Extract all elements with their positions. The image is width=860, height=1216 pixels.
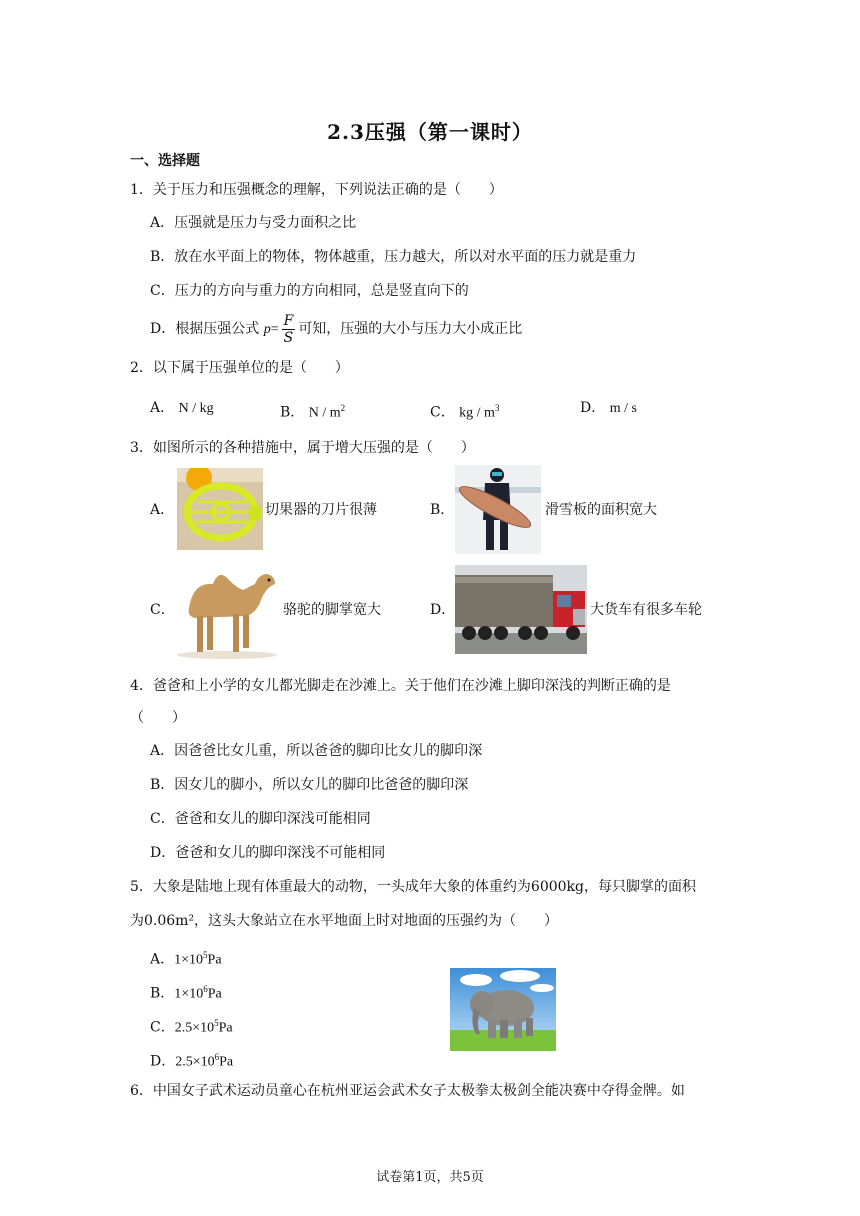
formula-equals: =: [270, 322, 279, 337]
q4-option-c: C．爸爸和女儿的脚印深浅可能相同: [150, 811, 371, 827]
q2-option-d-label: D．: [580, 400, 606, 416]
q2-option-d-value: m / s: [609, 401, 637, 416]
q5-option-d-base: 2.5×10: [175, 1054, 215, 1070]
elephant-image: [450, 968, 556, 1051]
q2-option-b-label: B．: [280, 404, 305, 421]
q2-option-b: [280, 398, 345, 424]
q6-stem: 6．中国女子武术运动员童心在杭州亚运会武术女子太极拳太极剑全能决赛中夺得金牌。如: [130, 1083, 685, 1099]
q5-option-b-label: B．: [150, 985, 175, 1002]
fruit-slicer-image: [177, 468, 263, 550]
q3-option-b-label: B．: [430, 502, 455, 518]
q5-option-a-exponent: 5: [203, 950, 208, 960]
q5-option-b-base: 1×10: [174, 986, 204, 1002]
page-title: 2.3压强（第一课时）: [327, 120, 533, 144]
q1-option-d-prefix: D．根据压强公式: [150, 321, 260, 337]
q5-stem: 5．大象是陆地上现有体重最大的动物，一头成年大象的体重约为6000kg，每只脚掌的面积: [130, 879, 696, 895]
q1-stem: 1．关于压力和压强概念的理解，下列说法正确的是（ ）: [130, 182, 503, 198]
q5-option-b: [150, 979, 222, 1005]
q2-option-a: [150, 398, 214, 419]
q2-option-a-label: A．: [150, 400, 175, 416]
q5-stem-cont: 为0.06m²，这头大象站立在水平地面上时对地面的压强约为（ ）: [130, 913, 559, 929]
q3-option-a-text: 切果器的刀片很薄: [265, 502, 377, 518]
formula-fraction: [282, 313, 296, 346]
q5-option-a: [150, 945, 222, 971]
q3-option-b-text: 滑雪板的面积宽大: [545, 502, 657, 518]
q2-option-a-value: N / kg: [178, 401, 214, 416]
q2-option-d: [580, 398, 637, 419]
q5-option-b-unit: Pa: [207, 986, 222, 1002]
q3-option-c-text: 骆驼的脚掌宽大: [283, 602, 381, 618]
q2-option-c: [430, 398, 499, 424]
page-footer: 试卷第1页，共5页: [376, 1170, 484, 1185]
q3-stem: 3．如图所示的各种措施中，属于增大压强的是（ ）: [130, 440, 475, 456]
q5-option-c-base: 2.5×10: [174, 1020, 215, 1036]
q5-option-c-label: C．: [150, 1019, 175, 1036]
q3-option-d-text: 大货车有很多车轮: [590, 602, 702, 618]
q2-stem: 2．以下属于压强单位的是（ ）: [130, 360, 349, 376]
q5-option-a-base: 1×10: [174, 952, 204, 968]
q5-option-c: [150, 1013, 233, 1039]
q5-option-d-exponent: 6: [214, 1052, 220, 1062]
q1-option-d: [150, 312, 522, 347]
q3-option-a-label: A．: [150, 502, 175, 518]
q5-option-c-unit: Pa: [218, 1020, 233, 1036]
q5-option-d: [150, 1047, 233, 1073]
q3-option-c-label: C．: [150, 602, 175, 618]
q4-stem-cont: （ ）: [130, 710, 186, 726]
q1-option-c: C．压力的方向与重力的方向相同，总是竖直向下的: [150, 283, 469, 299]
q1-option-b: B．放在水平面上的物体，物体越重，压力越大，所以对水平面的压力就是重力: [150, 249, 637, 265]
truck-image: [455, 565, 587, 654]
q2-option-c-label: C．: [430, 404, 455, 421]
formula-numerator: F: [283, 312, 294, 329]
formula-p: p: [263, 322, 271, 337]
snowboard-image: [455, 465, 541, 554]
q2-option-c-exponent: 3: [494, 403, 500, 413]
q4-option-a: A．因爸爸比女儿重，所以爸爸的脚印比女儿的脚印深: [150, 743, 483, 759]
q5-option-b-exponent: 6: [203, 984, 208, 994]
q2-option-b-exponent: 2: [340, 403, 346, 413]
q4-stem: 4．爸爸和上小学的女儿都光脚走在沙滩上。关于他们在沙滩上脚印深浅的判断正确的是: [130, 678, 671, 694]
q5-option-d-label: D．: [150, 1053, 176, 1070]
q5-option-c-exponent: 5: [214, 1018, 219, 1028]
q2-option-b-value: N / m: [308, 405, 341, 421]
q1-option-a: A．压强就是压力与受力面积之比: [150, 215, 357, 231]
q5-option-d-unit: Pa: [219, 1054, 234, 1070]
q4-option-b: B．因女儿的脚小，所以女儿的脚印比爸爸的脚印深: [150, 777, 469, 793]
camel-image: [175, 560, 280, 659]
q1-option-d-suffix: 可知，压强的大小与压力大小成正比: [298, 321, 523, 337]
q3-option-d-label: D．: [430, 602, 456, 618]
q5-option-a-unit: Pa: [207, 952, 222, 968]
q5-option-a-label: A．: [150, 951, 175, 968]
q2-option-c-value: kg / m: [459, 405, 495, 421]
section-heading: 一、选择题: [130, 153, 200, 169]
q4-option-d: D．爸爸和女儿的脚印深浅不可能相同: [150, 845, 386, 861]
formula-denominator: S: [283, 329, 294, 346]
